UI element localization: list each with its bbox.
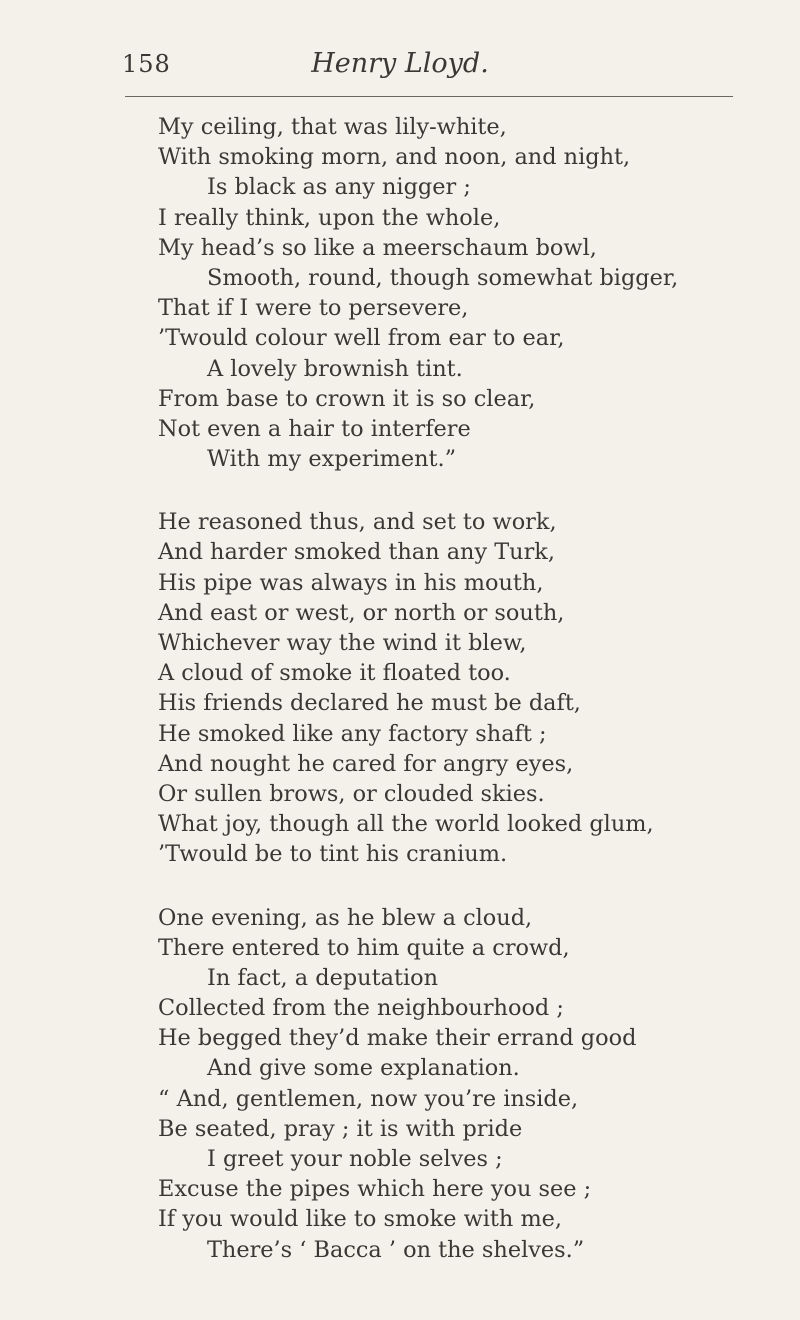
poem-line: His friends declared he must be daft, xyxy=(158,690,581,717)
poem-line: He smoked like any factory shaft ; xyxy=(158,720,547,747)
poem-line: Not even a hair to interfere xyxy=(158,415,471,442)
poem-line: He begged they’d make their errand good xyxy=(158,1025,637,1052)
page-number: 158 xyxy=(122,50,171,78)
poem-line: Whichever way the wind it blew, xyxy=(158,630,527,656)
poem-line: And give some explanation. xyxy=(207,1055,520,1082)
stanza xyxy=(158,112,778,474)
poem-line: A cloud of smoke it floated too. xyxy=(158,660,511,687)
poem-line: From base to crown it is so clear, xyxy=(158,385,536,412)
poem-line: ’Twould be to tint his cranium. xyxy=(158,841,508,868)
poem-line: His pipe was always in his mouth, xyxy=(158,569,544,596)
stanza-gap xyxy=(158,870,778,903)
poem-line: Excuse the pipes which here you see ; xyxy=(158,1176,592,1203)
header-rule xyxy=(125,96,733,97)
poem-line: And east or west, or north or south, xyxy=(158,599,565,626)
poem-line: In fact, a deputation xyxy=(207,964,439,991)
poem xyxy=(158,112,778,1265)
poem-line: My head’s so like a meerschaum bowl, xyxy=(158,234,597,261)
poem-line: I greet your noble selves ; xyxy=(207,1146,503,1172)
poem-line: And nought he cared for angry eyes, xyxy=(158,750,574,777)
stanza xyxy=(158,507,778,869)
poem-line: He reasoned thus, and set to work, xyxy=(158,509,557,536)
poem-line: There’s ‘ Bacca ’ on the shelves.” xyxy=(207,1236,585,1263)
poem-line: My ceiling, that was lily-white, xyxy=(158,114,507,140)
poem-line: If you would like to smoke with me, xyxy=(158,1206,563,1233)
poem-line: A lovely brownish tint. xyxy=(207,355,463,382)
poem-line: Be seated, pray ; it is with pride xyxy=(158,1115,523,1142)
poem-line: What joy, though all the world looked glum, xyxy=(158,811,654,838)
poem-line: “ And, gentlemen, now you’re inside, xyxy=(158,1085,579,1112)
poem-line: With my experiment.” xyxy=(207,446,457,473)
poem-line: Collected from the neighbourhood ; xyxy=(158,995,564,1022)
stanza-gap xyxy=(158,474,778,507)
running-title: Henry Lloyd. xyxy=(311,48,489,79)
poem-line: There entered to him quite a crowd, xyxy=(158,934,570,961)
stanza xyxy=(158,903,778,1265)
poem-line: With smoking morn, and noon, and night, xyxy=(158,144,631,171)
poem-line: I really think, upon the whole, xyxy=(158,204,501,231)
poem-line: ’Twould colour well from ear to ear, xyxy=(158,325,565,352)
poem-line: Is black as any nigger ; xyxy=(207,174,471,201)
poem-line: That if I were to persevere, xyxy=(158,295,469,322)
poem-line: Smooth, round, though somewhat bigger, xyxy=(207,264,679,291)
poem-line: One evening, as he blew a cloud, xyxy=(158,904,533,931)
poem-line: Or sullen brows, or clouded skies. xyxy=(158,780,545,807)
poem-line: And harder smoked than any Turk, xyxy=(158,539,555,566)
